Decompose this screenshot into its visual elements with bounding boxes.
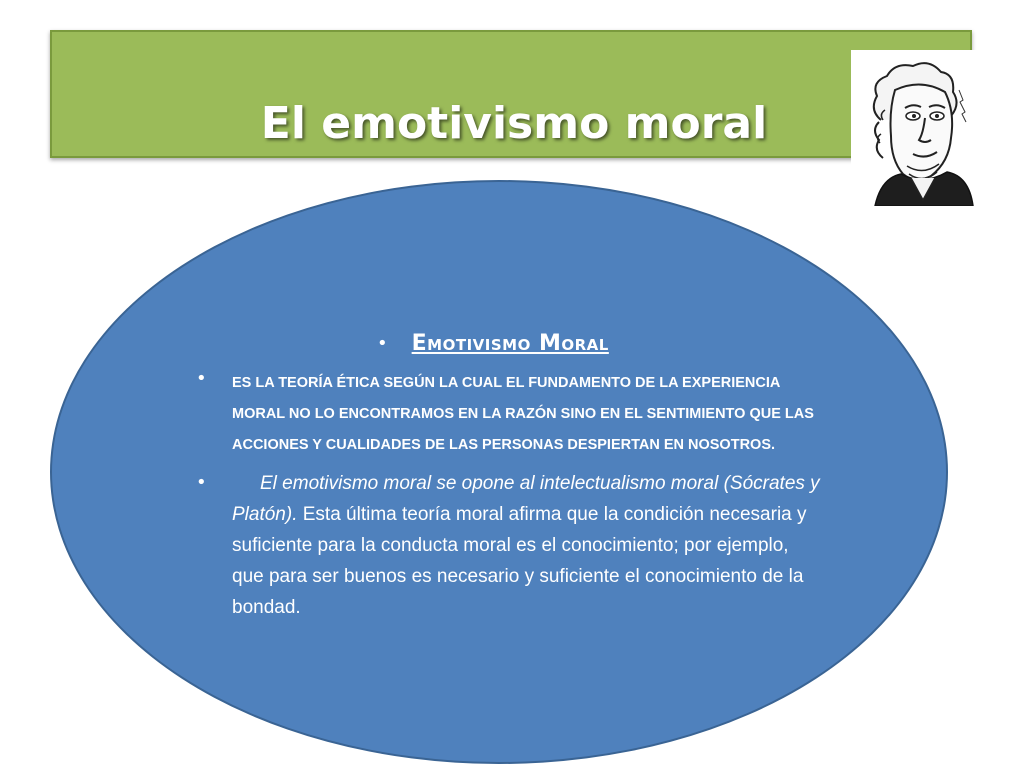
section-heading: Emotivismo Moral (411, 330, 609, 356)
bullet-icon: • (196, 368, 207, 389)
bullet-icon: • (377, 332, 388, 354)
comparison-paragraph (232, 468, 822, 623)
hume-caricature-icon (851, 50, 981, 206)
bullet-icon: • (196, 472, 207, 493)
heading-row (377, 326, 609, 360)
comparison-text: Esta última teoría moral afirma que la condición necesaria y suficiente para la conducta moral es el conocimiento; por ejemplo, que para ser buenos es necesario y suficiente el conocimiento de la bondad. (232, 504, 807, 618)
portrait-drawing (851, 50, 981, 206)
definition-paragraph: ES LA TEORÍA ÉTICA SEGÚN LA CUAL EL FUNDAMENTO DE LA EXPERIENCIA MORAL NO LO ENCONTRAMOS EN LA RAZÓN SINO EN EL SENTIMIENTO QUE LAS ACCIONES Y CUALIDADES DE LAS PERSONAS DESPIERTAN EN NOSOTROS. (232, 375, 814, 453)
slide-title: El emotivismo moral (260, 98, 768, 149)
comparison-italic-text: El emotivismo moral se opone al intelectualismo moral (Sócrates y Platón). (232, 473, 820, 525)
